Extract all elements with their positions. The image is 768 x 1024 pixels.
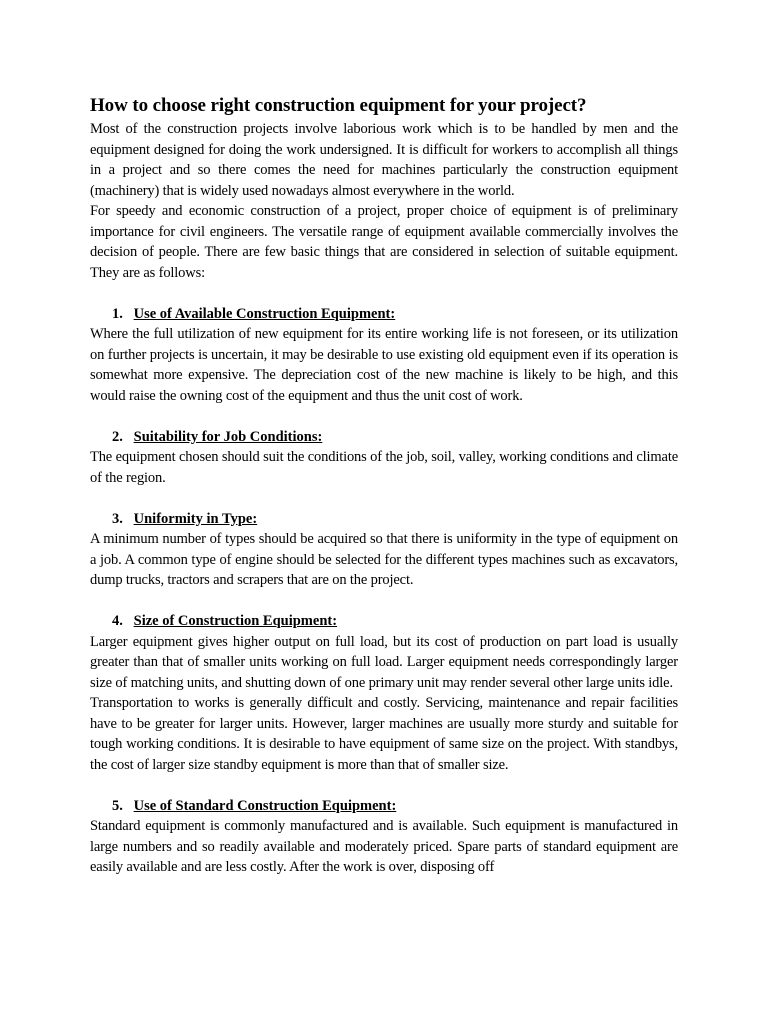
intro [90, 119, 678, 283]
section-heading [90, 304, 678, 325]
intro-paragraph: For speedy and economic construction of a project, proper choice of equipment is of preliminary importance for civil engineers. The versatile range of equipment available commercially involves the decision of people. There are few basic things that are considered in selection of suitable equipment. They are as follows: [90, 203, 678, 281]
section-size [90, 611, 678, 775]
section-paragraph: Larger equipment gives higher output on full load, but its cost of production on part load is usually greater than that of smaller units working on full load. Larger equipment needs correspondingly larger size of matching units, and shutting down of one primary unit may render several other large units idle. [90, 633, 678, 691]
document-page [90, 93, 678, 878]
section-job-conditions [90, 427, 678, 489]
section-number: 3. [112, 510, 123, 527]
section-heading [90, 611, 678, 632]
section-heading-label: Size of Construction Equipment: [133, 613, 338, 629]
intro-paragraph: Most of the construction projects involve laborious work which is to be handled by men and the equipment designed for doing the work undersigned. It is difficult for workers to accomplish all things in a project and so there comes the need for machines particularly the construction equipment (machinery) that is widely used nowadays almost everywhere in the world. [90, 121, 678, 199]
section-paragraph: Where the full utilization of new equipment for its entire working life is not foreseen, or its utilization on further projects is uncertain, it may be desirable to use existing old equipment even if its operation is somewhat more expensive. The depreciation cost of the new machine is likely to be high, and this would raise the owning cost of the equipment and thus the unit cost of work. [90, 326, 678, 404]
section-heading-label: Use of Available Construction Equipment: [133, 305, 396, 322]
section-paragraph: A minimum number of types should be acquired so that there is uniformity in the type of equipment on a job. A common type of engine should be selected for the different types machines such as excavators, dump trucks, tractors and scrapers that are on the project. [90, 531, 678, 588]
section-standard-equipment [90, 796, 678, 878]
section-paragraph: The equipment chosen should suit the conditions of the job, soil, valley, working conditions and climate of the region. [90, 449, 678, 486]
document-title: How to choose right construction equipment for your project? [90, 95, 587, 116]
section-number: 1. [112, 305, 123, 322]
section-heading [90, 509, 678, 530]
section-number: 2. [112, 428, 123, 445]
section-heading-label: Suitability for Job Conditions: [133, 428, 323, 445]
section-available-equipment [90, 304, 678, 407]
section-heading [90, 796, 678, 817]
section-number: 4. [112, 613, 123, 629]
section-number: 5. [112, 797, 123, 814]
section-paragraph: Standard equipment is commonly manufactured and is available. Such equipment is manufactured in large numbers and so readily available and moderately priced. Spare parts of standard equipment are easily available and are less costly. After the work is over, disposing off [90, 818, 678, 875]
section-heading-label: Uniformity in Type: [133, 510, 258, 527]
section-heading-label: Use of Standard Construction Equipment: [133, 797, 397, 814]
section-paragraph: Transportation to works is generally difficult and costly. Servicing, maintenance and repair facilities have to be greater for larger units. However, larger machines are usually more sturdy and suitable for tough working conditions. It is desirable to have equipment of same size on the project. With standbys, the cost of larger size standby equipment is more than that of smaller size. [90, 695, 678, 773]
section-heading [90, 427, 678, 448]
section-uniformity [90, 509, 678, 591]
